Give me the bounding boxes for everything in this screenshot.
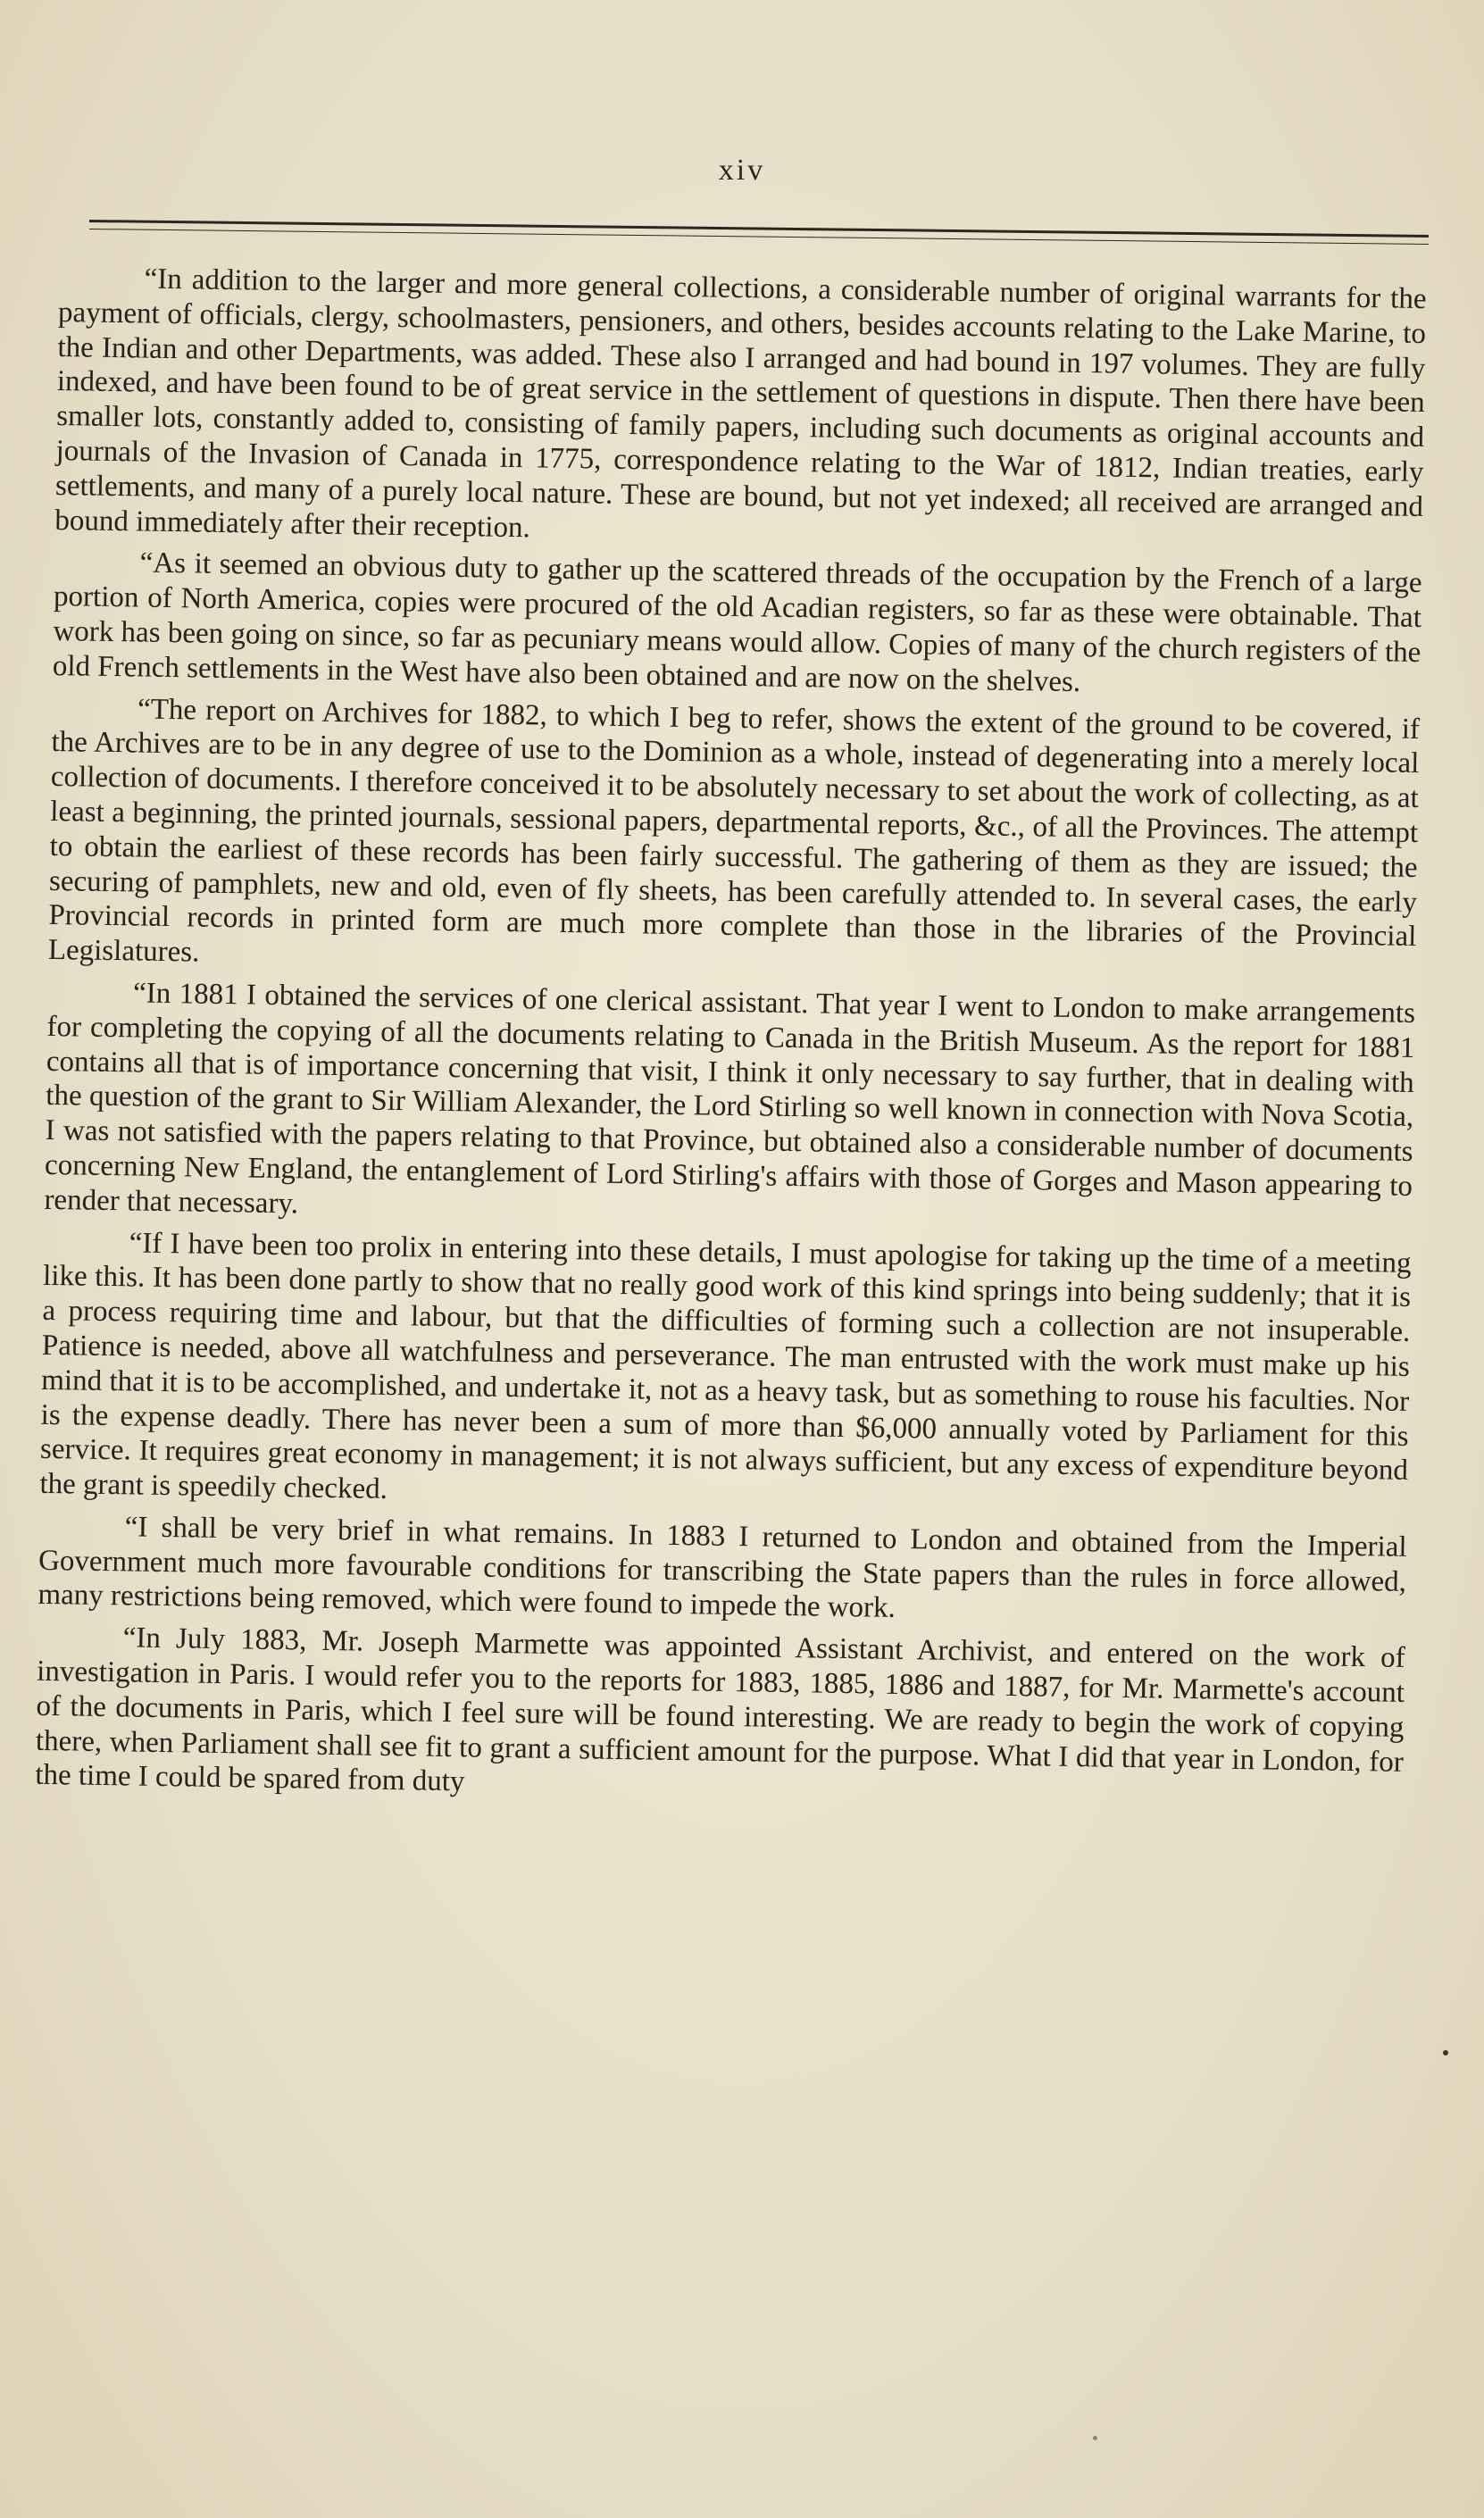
paragraph-london-1883: “I shall be very brief in what remains. In 1883 I returned to London and obtained from the Imperial Government much more favourable conditions for transcribing the State papers than the rules in force allowed, many restrictions being removed, which were found to impede the work. <box>38 1511 1407 1625</box>
header-rule-thin <box>89 229 1429 245</box>
header-rule-thick <box>89 220 1429 238</box>
paragraph-report-1882: “The report on Archives for 1882, to which I beg to refer, shows the extent of the ground to be covered, if the Archives are to be in any degree of use to the Dominion as a whole, instead of degenerating into a merely local collection of documents. I therefore conceived it to be absolutely necessary to set about the work of collecting, as at least a beginning, the printed journals, sessional papers, departmental reports, &c., of all the Provinces. The attempt to obtain the earliest of these records has been fairly successful. The gathering of them as they are issued; the securing of pamphlets, new and old, even of fly sheets, has been carefully attended to. In several cases, the early Provincial records in printed form are much more complete than those in the libraries of the Provincial Legislatures. <box>47 693 1421 969</box>
paragraph-acadian-registers: “As it seemed an obvious duty to gather up the scattered threads of the occupation by the French of a large portion of North America, copies were procured of the old Acadian registers, so far as these were obtainable. That work has been going on since, so far as pecuniary means would allow. Copies of many of the church registers of the old French settlements in the West have also been obtained and are now on the shelves. <box>52 546 1422 698</box>
paragraph-apology: “If I have been too prolix in entering into these details, I must apologise for taking up the time of a meeting like this. It has been done partly to show that no really good work of this kind springs into being suddenly; that it is a process requiring time and labour, but that the difficulties of forming such a collection are not insuperable. Patience is needed, above all watchfulness and perseverance. The man entrusted with the work must make up his mind that it is to be accomplished, and undertake it, not as a heavy task, but as something to rouse his faculties. Nor is the expense deadly. There has never been a sum of more than $6,000 annually voted by Parliament for this service. It requires great economy in management; it is not always sufficient, but any excess of expenditure beyond the grant is speedily checked. <box>39 1226 1412 1506</box>
page-number: xiv <box>718 154 766 187</box>
paragraph-clerical-assistant: “In 1881 I obtained the services of one clerical assistant. That year I went to London to make arrangements for completing the copying of all the documents relating to Canada in the British Museum. As the report for 1881 contains all that is of importance concerning that visit, I think it only necessary to say further, that in dealing with the question of the grant to Sir William Alexander, the Lord Stirling so well known in connection with Nova Scotia, I was not satisfied with the papers relating to that Province, but obtained also a considerable number of documents concerning New England, the entanglement of Lord Stirling's affairs with those of Gorges and Mason appearing to render that necessary. <box>44 977 1416 1221</box>
paper-speck <box>1093 2436 1097 2440</box>
paragraph-marmette: “In July 1883, Mr. Joseph Marmette was appointed Assistant Archivist, and entered on the work of investigation in Paris. I would refer you to the reports for 1883, 1885, 1886 and 1887, for Mr. Marmette's account of the documents in Paris, which I feel sure will be found interesting. We are ready to begin the work of copying there, when Parliament shall see fit to grant a sufficient amount for the purpose. What I did that year in London, for the time I could be spared from duty <box>35 1622 1405 1798</box>
paragraph-collections: “In addition to the larger and more general collections, a considerable number of original warrants for the payment of officials, clergy, schoolmasters, pensioners, and others, besides accounts relating to the Lake Marine, to the Indian and other Departments, was added. These also I arranged and had bound in 197 volumes. They are fully indexed, and have been found to be of great service in the settlement of questions in dispute. Then there have been smaller lots, constantly added to, consisting of family papers, including such documents as original accounts and journals of the Invasion of Canada in 1775, correspondence relating to the War of 1812, Indian treaties, early settlements, and many of a purely local nature. These are bound, but not yet indexed; all received are arranged and bound immediately after their reception. <box>54 263 1427 544</box>
paper-speck <box>1443 2050 1448 2055</box>
body-text <box>35 261 1427 1822</box>
